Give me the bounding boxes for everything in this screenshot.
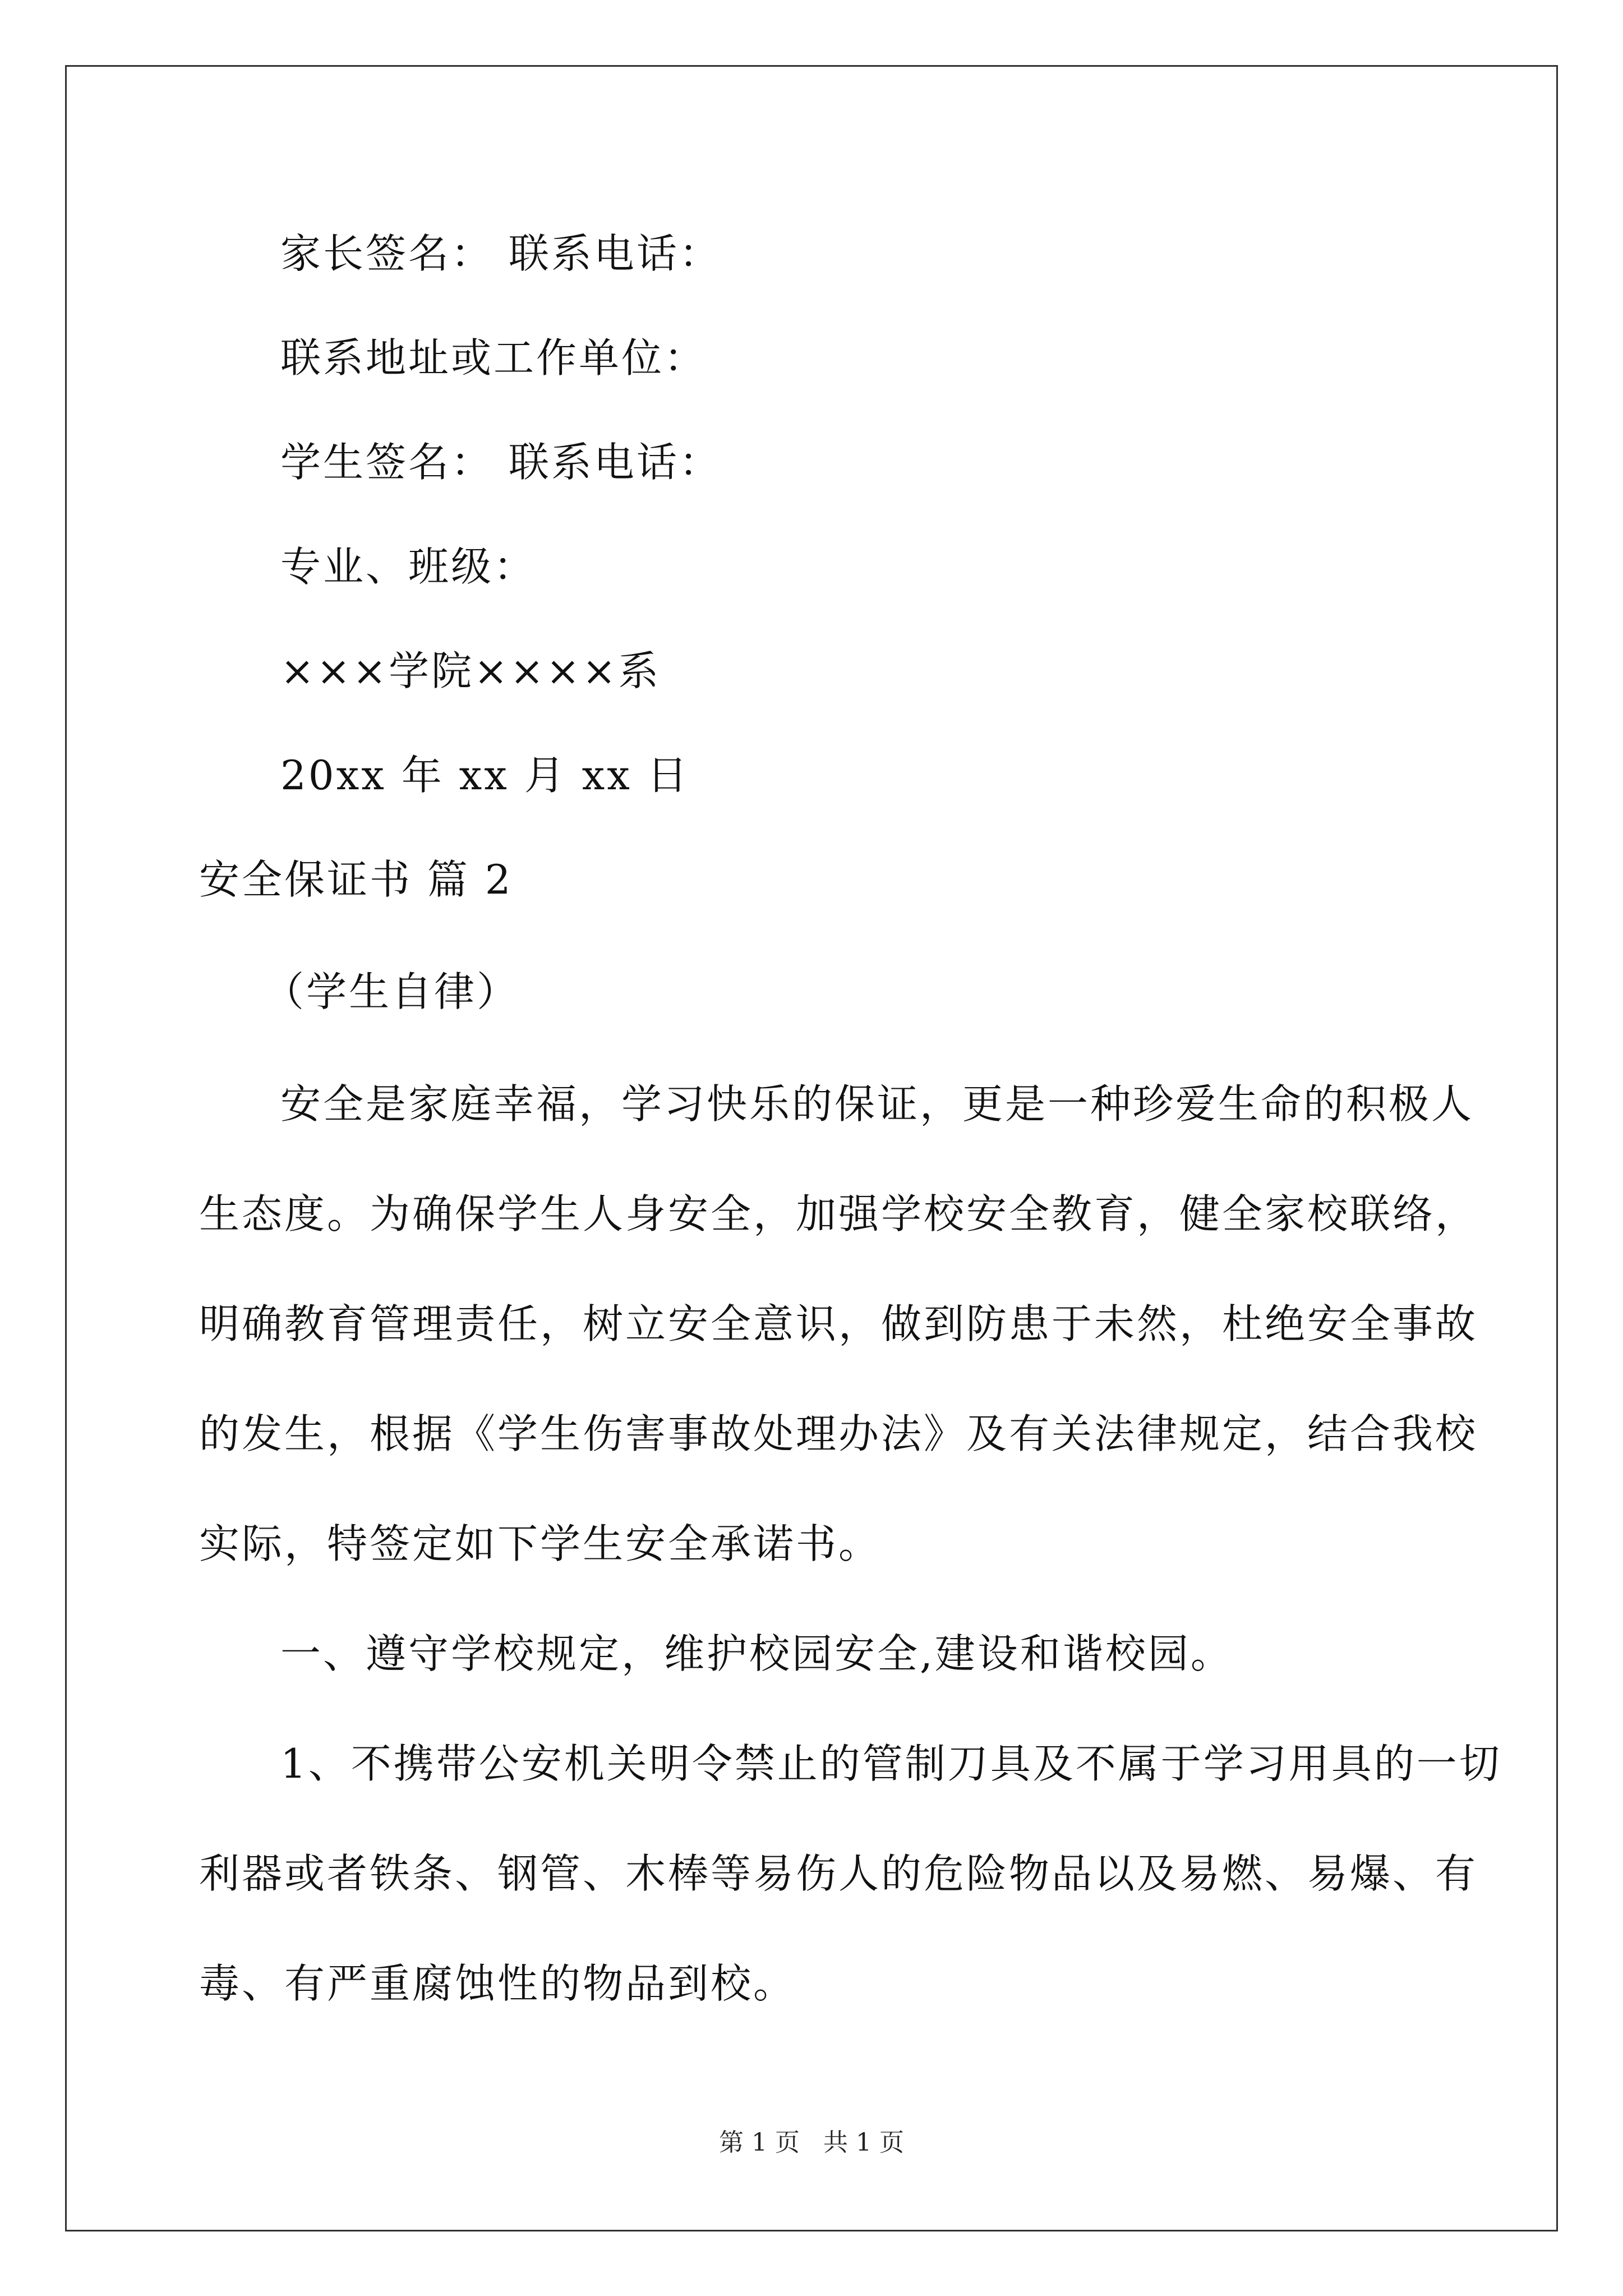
student-signature-line: 学生签名： 联系电话： <box>280 439 722 486</box>
parent-signature-line: 家长签名： 联系电话： <box>280 230 722 277</box>
school-line: ×××学院××××系 <box>280 647 661 694</box>
address-line: 联系地址或工作单位： <box>280 334 707 381</box>
item1-line: 毒、有严重腐蚀性的物品到校。 <box>199 1960 796 2007</box>
section-heading: 安全保证书 篇 2 <box>199 856 513 903</box>
item-heading: 一、遵守学校规定，维护校园安全,建设和谐校园。 <box>280 1630 1233 1677</box>
paragraph1-line: 明确教育管理责任，树立安全意识，做到防患于未然，杜绝安全事故 <box>199 1300 1478 1347</box>
item1-line: 1、不携带公安机关明令禁止的管制刀具及不属于学习用具的一切 <box>280 1740 1502 1787</box>
page-total: 共 1 页 <box>823 2128 904 2157</box>
major-class-line: 专业、班级： <box>280 543 537 590</box>
item1-line: 利器或者铁条、钢管、木棒等易伤人的危险物品以及易燃、易爆、有 <box>199 1850 1478 1897</box>
page-border <box>65 65 1558 2231</box>
paragraph1-line: 安全是家庭幸福，学习快乐的保证，更是一种珍爱生命的积极人 <box>280 1080 1474 1128</box>
page-number: 第 1 页 <box>719 2128 800 2157</box>
paragraph1-line: 生态度。为确保学生人身安全，加强学校安全教育，健全家校联络， <box>199 1190 1478 1237</box>
date-line: 20xx 年 xx 月 xx 日 <box>280 752 690 799</box>
page-footer <box>0 2129 1623 2157</box>
section-subheading: （学生自律） <box>264 968 520 1015</box>
paragraph1-line: 的发生，根据《学生伤害事故处理办法》及有关法律规定，结合我校 <box>199 1410 1478 1457</box>
paragraph1-line: 实际，特签定如下学生安全承诺书。 <box>199 1520 882 1567</box>
